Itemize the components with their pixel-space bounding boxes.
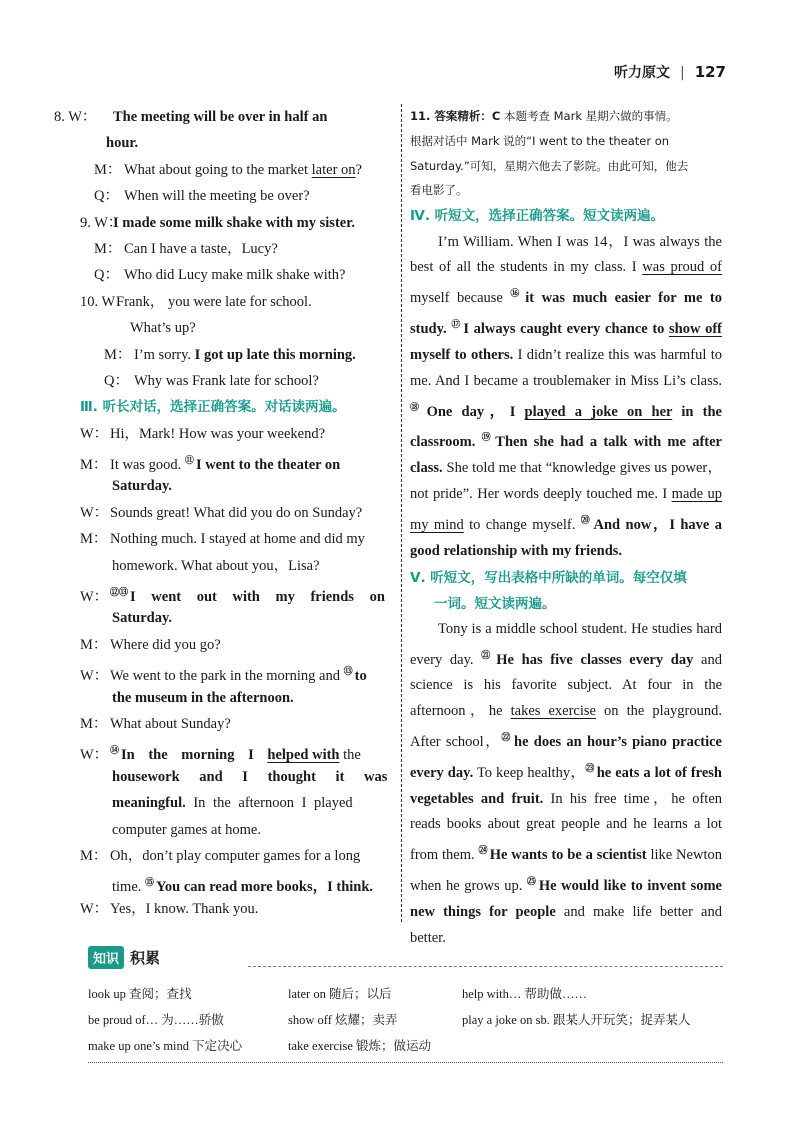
dialog-line: M： Where did you go? <box>80 636 221 653</box>
dialog-line: Saturday. <box>112 610 173 627</box>
page-number: 127 <box>694 63 726 81</box>
column-divider <box>401 104 402 922</box>
section-title: 听力原文 <box>613 65 670 81</box>
q10-woman: 10. W：Frank， you were late for school. <box>80 293 312 310</box>
dialog-line: W： ⑫⑬ I went out with my friends on <box>80 587 385 605</box>
dialog-line: meaningful. In the afternoon I played <box>112 795 353 812</box>
dialog-line: housework and I thought it was <box>112 768 388 785</box>
dialog-line: W： Sounds great! What did you do on Sunday? <box>80 504 363 521</box>
passage-william: I’m William. When I was 14，I was always the best of all the students in my class. I was proud of myself because ⑯ it was much easier for me to study. ⑰ I always caught every chance to show off myself to others. I didn’t realize this was harmful to me. And I became a troublemaker in Miss Li’s class. ⑱ One day，I played a joke on her in the classroom. ⑲ Then she had a talk with me after class. She told me that “knowledge gives us power，not pride”. Her words deeply touched me. I made up my mind to change myself. ⑳ And now，I have a good relationship with my friends. <box>410 233 722 559</box>
dialog-line: W： We went to the park in the morning and ⑬ to <box>80 666 367 685</box>
knowledge-glossary: 知识 积累 look up 查阅；查找 later on 随后；以后 help with… 帮助做…… be proud of… 为……骄傲 show off 炫耀；卖弄 play a joke on sb. 跟某人开玩笑；捉弄某人 make up one’s mind 下定决心 take exercise 锻炼；做运动 <box>88 946 723 969</box>
dialog-line: M： Nothing much. I stayed at home and did my <box>80 531 365 548</box>
glossary-divider <box>248 966 723 967</box>
q9-man: M： Can I have a taste，Lucy? <box>94 240 278 257</box>
dialog-line: M： Oh，don’t play computer games for a long <box>80 847 361 864</box>
q8-woman: 8. W： The meeting will be over in half an hour. <box>54 109 328 152</box>
left-column <box>54 104 390 922</box>
dialog-line: W： ⑭ In the morning I helped with the <box>80 745 361 764</box>
dialog-line: M： It was good. ⑪ I went to the theater on <box>80 455 341 473</box>
q10-woman-cont: What’s up? <box>130 320 196 337</box>
q9-question: Q： Who did Lucy make milk shake with? <box>94 267 346 284</box>
glossary-badge: 知识 <box>88 946 124 969</box>
q8-question: Q： When will the meeting be over? <box>94 188 310 205</box>
q10-question: Q： Why was Frank late for school? <box>104 372 319 389</box>
answer-explanation: 11. 答案精析：C 本题考查 Mark 星期六做的事情。 根据对话中 Mark 说的“I went to the theater on Saturday.”可知，星期六他去了影院。由此可知，他去 看电影了。 <box>410 109 689 198</box>
dialog-line: homework. What about you，Lisa? <box>112 557 320 574</box>
glossary-bottom-rule <box>88 1062 723 1063</box>
dialog-line: W： Yes，I know. Thank you. <box>80 900 259 917</box>
q10-man: M： I’m sorry. I got up late this morning. <box>104 346 356 363</box>
dialog-line: M： What about Sunday? <box>80 716 231 732</box>
glossary-title: 积累 <box>130 949 161 967</box>
passage-tony: Tony is a middle school student. He studies hard every day. $^㉑$ He has five classes every day and science is his favorite subject. At four in the afternoon，he takes exercise on the playground. After school，$^㉒$ he does an hour’s piano practice every day. To keep healthy，$^㉓$ he eats a lot of fresh vegetables and fruit. In his free time，he often reads books about great people and he learns a lot from them. $^㉔$ He wants to be a scientist like Newton when he grows up. $^㉕$ He would like to invent some new things for people and make life better and better. <box>410 620 723 946</box>
dialog-line: computer games at home. <box>112 821 261 838</box>
section-5-heading: Ⅴ. 听短文，写出表格中所缺的单词。每空仅填 一词。短文读两遍。 <box>410 569 687 612</box>
dialog-line: Saturday. <box>112 478 173 495</box>
header-separator: | <box>679 65 685 81</box>
dialog-line: W： Hi，Mark! How was your weekend? <box>80 425 326 442</box>
section-3-heading: Ⅲ. 听长对话，选择正确答案。对话读两遍。 <box>80 399 346 416</box>
dialog-line: time. ⑮ You can read more books，I think. <box>112 877 374 896</box>
section-4-heading: Ⅳ. 听短文，选择正确答案。短文读两遍。 <box>410 208 665 225</box>
q8-man: M： What about going to the market later on? <box>94 161 362 178</box>
dialog-line: the museum in the afternoon. <box>112 689 294 706</box>
page-header <box>614 62 726 82</box>
right-column <box>410 104 722 952</box>
q9-woman: 9. W：I made some milk shake with my sister. <box>80 214 355 231</box>
